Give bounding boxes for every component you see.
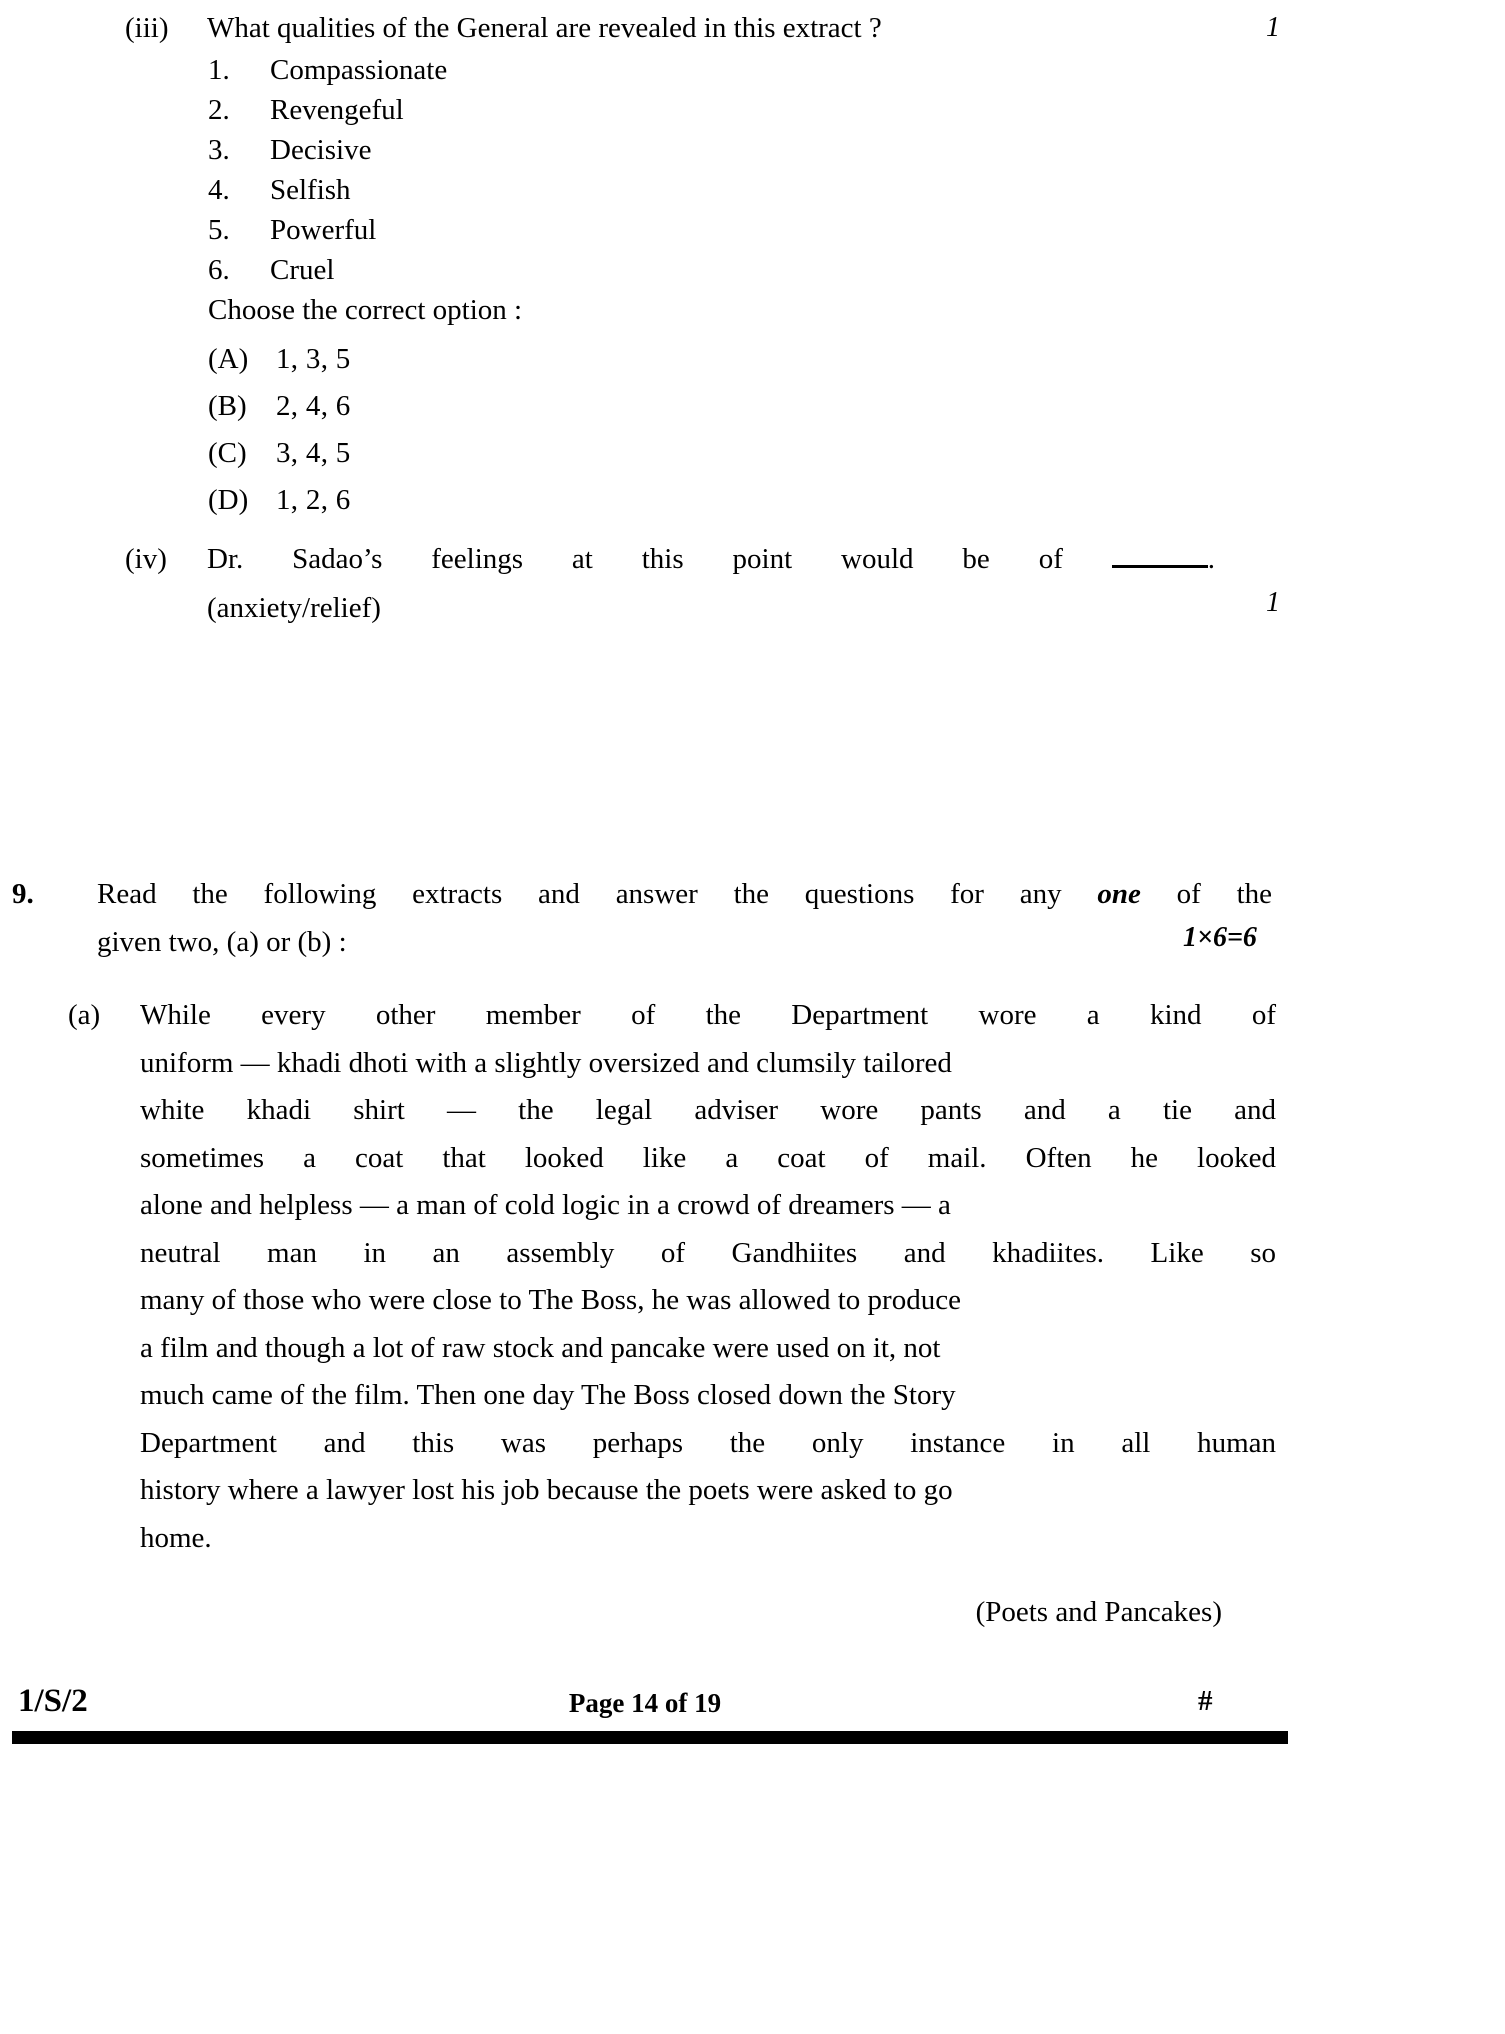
- extract-line: sometimes a coat that looked like a coat of mail. Often he looked: [140, 1141, 1276, 1174]
- list-item-label: Powerful: [270, 214, 377, 246]
- question-9-body: [97, 870, 1272, 966]
- answer-option-value: 2, 4, 6: [276, 390, 351, 422]
- extract-line: neutral man in an assembly of Gandhiites and khadiites. Like so: [140, 1236, 1276, 1269]
- choose-option-instruction: Choose the correct option :: [208, 294, 523, 326]
- extract-a-source: (Poets and Pancakes): [975, 1596, 1222, 1628]
- list-item-number: 4.: [208, 174, 230, 206]
- end-marker: #: [1198, 1685, 1213, 1717]
- question-9-text-part2: of the: [1176, 878, 1273, 910]
- list-item-label: Cruel: [270, 254, 335, 286]
- answer-option-label: (D): [208, 484, 249, 516]
- sub-question-iii-marker: (iii): [125, 12, 169, 44]
- sub-question-iv-text: Dr. Sadao’s feelings at this point would be of: [207, 543, 1063, 575]
- extract-line: history where a lawyer lost his job because the poets were asked to go: [140, 1474, 953, 1506]
- list-item: [208, 210, 908, 250]
- extract-a-marker: (a): [68, 999, 101, 1031]
- question-9-line2: given two, (a) or (b) :: [97, 926, 347, 958]
- extract-line: Department and this was perhaps the only instance in all human: [140, 1426, 1276, 1459]
- question-9-text-part1: Read the following extracts and answer the questions for any: [97, 878, 1062, 910]
- extract-line: a film and though a lot of raw stock and pancake were used on it, not: [140, 1331, 941, 1364]
- answer-option-value: 1, 2, 6: [276, 484, 351, 516]
- list-item-label: Decisive: [270, 134, 372, 166]
- extract-line: many of those who were close to The Boss, he was allowed to produce: [140, 1284, 961, 1316]
- list-item-label: Compassionate: [270, 54, 448, 86]
- answer-option-value: 1, 3, 5: [276, 343, 351, 375]
- answer-option-c[interactable]: [208, 430, 808, 477]
- answer-options-list: [208, 336, 808, 524]
- sub-question-iv-period: .: [1207, 543, 1215, 575]
- question-9: [12, 870, 1272, 966]
- sub-question-iv-hint: (anxiety/relief): [207, 592, 381, 624]
- sub-question-iii: [125, 8, 1325, 48]
- fill-in-blank[interactable]: [1112, 544, 1208, 568]
- page-footer: [0, 1680, 1290, 1722]
- list-item-number: 3.: [208, 134, 230, 166]
- answer-option-value: 3, 4, 5: [276, 437, 351, 469]
- sub-question-iii-text: What qualities of the General are revealed in this extract ?: [207, 12, 882, 44]
- extract-line: While every other member of the Department wore a kind of: [140, 999, 1276, 1031]
- list-item: [208, 130, 908, 170]
- answer-option-b[interactable]: [208, 383, 808, 430]
- footer-divider: [12, 1731, 1288, 1744]
- list-item-label: Revengeful: [270, 94, 404, 126]
- sub-question-iii-marks: 1: [1266, 12, 1280, 43]
- extract-a-body: [140, 992, 1276, 1562]
- sub-question-iv-marks: 1: [1266, 587, 1280, 618]
- extract-line: home.: [140, 1521, 212, 1554]
- answer-option-d[interactable]: [208, 477, 808, 524]
- list-item-label: Selfish: [270, 174, 351, 206]
- paper-code: 1/S/2: [18, 1683, 88, 1719]
- qualities-list: [208, 50, 908, 290]
- extract-line: alone and helpless — a man of cold logic in a crowd of dreamers — a: [140, 1189, 951, 1221]
- extract-line: much came of the film. Then one day The Boss closed down the Story: [140, 1379, 956, 1411]
- sub-question-iv-line1: [207, 535, 1215, 584]
- page-number-label: Page 14 of 19: [568, 1688, 722, 1718]
- list-item: [208, 170, 908, 210]
- answer-option-label: (B): [208, 390, 247, 422]
- question-9-marks: 1×6=6: [1183, 922, 1257, 953]
- list-item-number: 2.: [208, 94, 230, 126]
- answer-option-a[interactable]: [208, 336, 808, 383]
- extract-line: white khadi shirt — the legal adviser wore pants and a tie and: [140, 1094, 1276, 1126]
- list-item: [208, 50, 908, 90]
- sub-question-iv: [125, 535, 1215, 633]
- list-item: [208, 90, 908, 130]
- answer-option-label: (C): [208, 437, 247, 469]
- question-9-emphasis: one: [1097, 878, 1141, 910]
- sub-question-iv-marker: (iv): [125, 543, 167, 575]
- extract-a: [68, 992, 1276, 1562]
- extract-line: uniform — khadi dhoti with a slightly oversized and clumsily tailored: [140, 1046, 952, 1079]
- sub-question-iv-body: [207, 535, 1215, 633]
- list-item-number: 6.: [208, 254, 230, 286]
- question-9-number: 9.: [12, 878, 34, 910]
- list-item: [208, 250, 908, 290]
- list-item-number: 5.: [208, 214, 230, 246]
- list-item-number: 1.: [208, 54, 230, 86]
- question-9-line1: [97, 870, 1272, 918]
- answer-option-label: (A): [208, 343, 249, 375]
